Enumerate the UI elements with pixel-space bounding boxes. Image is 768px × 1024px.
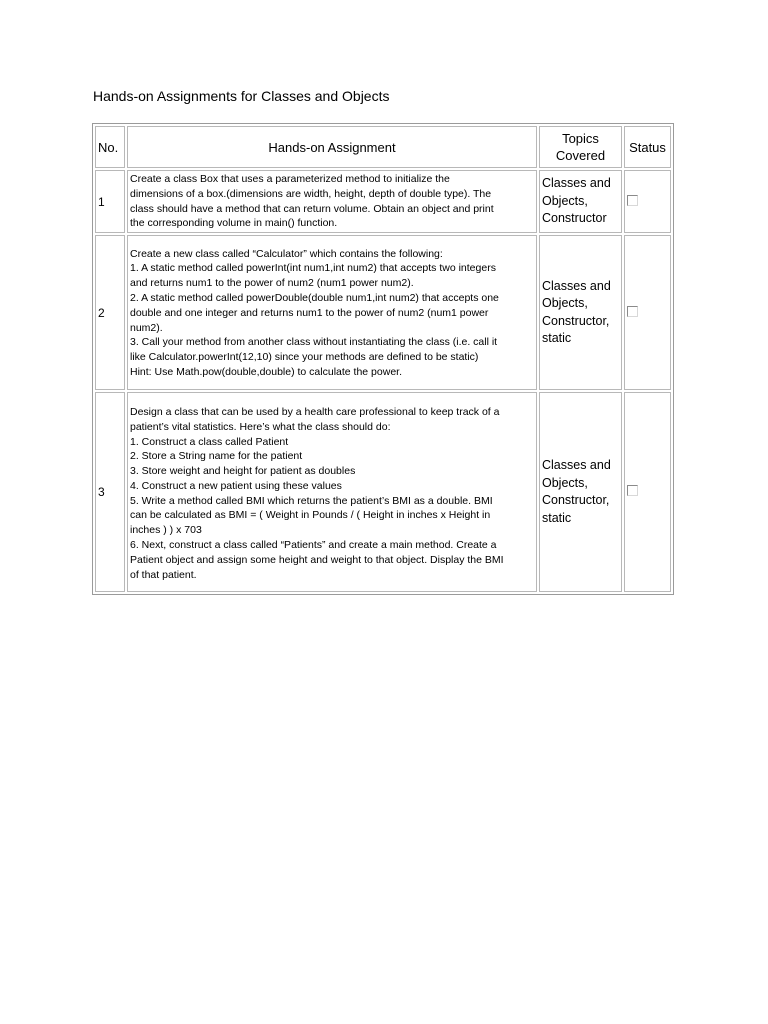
assignment-description — [127, 392, 537, 592]
description-line: 2. Store a String name for the patient — [130, 450, 303, 463]
description-line: Create a class Box that uses a parameterized method to initialize the — [130, 173, 450, 185]
description-line: 5. Write a method called BMI which returns the patient’s BMI as a double. BMI — [130, 494, 493, 507]
status-cell — [624, 235, 671, 390]
status-checkbox[interactable] — [627, 485, 638, 496]
topic-line: Objects, — [542, 193, 588, 208]
header-no: No. — [95, 126, 125, 168]
description-line: inches ) ) x 703 — [130, 524, 202, 537]
description-line: 3. Store weight and height for patient as doubles — [130, 465, 356, 478]
description-line: class should have a method that can return volume. Obtain an object and print — [130, 202, 494, 215]
description-line: Patient object and assign some height and weight to that object. Display the BMI — [130, 553, 504, 566]
assignment-description — [127, 235, 537, 390]
table-row — [95, 235, 671, 390]
topics-covered — [539, 235, 622, 390]
description-line: like Calculator.powerInt(12,10) since your methods are defined to be static) — [130, 351, 479, 364]
header-topics-line1: Topics — [562, 131, 599, 146]
header-topics-line2: Covered — [555, 148, 606, 163]
row-number: 3 — [95, 392, 125, 592]
table-header-row — [95, 126, 671, 168]
description-line: num2). — [130, 321, 163, 334]
description-line: Create a new class called “Calculator” which contains the following: — [130, 247, 443, 260]
topic-line: Constructor — [542, 211, 607, 226]
description-line: can be calculated as BMI = ( Weight in Pounds / ( Height in inches x Height in — [130, 509, 491, 522]
topic-line: static — [542, 510, 572, 525]
description-line: 1. Construct a class called Patient — [130, 435, 289, 448]
description-line: 3. Call your method from another class without instantiating the class (i.e. call it — [130, 336, 498, 349]
description-line: of that patient. — [130, 568, 197, 581]
table-row — [95, 392, 671, 592]
header-assignment: Hands-on Assignment — [127, 126, 537, 168]
row-number: 2 — [95, 235, 125, 390]
topics-covered — [539, 392, 622, 592]
table-row — [95, 170, 671, 233]
description-line: the corresponding volume in main() function. — [130, 217, 338, 230]
topic-line: Classes and — [542, 176, 611, 191]
description-line: and returns num1 to the power of num2 (num1 power num2). — [130, 277, 414, 290]
topic-line: Classes and — [542, 458, 611, 473]
status-cell — [624, 170, 671, 233]
topic-line: Constructor, — [542, 313, 610, 328]
description-line: double and one integer and returns num1 to the power of num2 (num1 power — [130, 306, 489, 319]
topic-line: Constructor, — [542, 493, 610, 508]
description-line: Design a class that can be used by a health care professional to keep track of a — [130, 405, 500, 418]
description-line: 6. Next, construct a class called “Patients” and create a main method. Create a — [130, 539, 497, 552]
topic-line: Classes and — [542, 278, 611, 293]
description-line: Hint: Use Math.pow(double,double) to calculate the power. — [130, 365, 402, 378]
header-status: Status — [624, 126, 671, 168]
topics-covered — [539, 170, 622, 233]
assignment-description — [127, 170, 537, 233]
description-line: 1. A static method called powerInt(int num1,int num2) that accepts two integers — [130, 262, 496, 275]
topic-line: Objects, — [542, 475, 588, 490]
topic-line: Objects, — [542, 296, 588, 311]
status-checkbox[interactable] — [627, 195, 638, 206]
header-topics — [539, 126, 622, 168]
description-line: patient’s vital statistics. Here’s what the class should do: — [130, 420, 391, 433]
description-line: 2. A static method called powerDouble(double num1,int num2) that accepts one — [130, 291, 499, 304]
description-line: 4. Construct a new patient using these values — [130, 479, 342, 492]
page-title: Hands-on Assignments for Classes and Objects — [93, 88, 390, 104]
assignments-table — [92, 123, 674, 595]
description-line: dimensions of a box.(dimensions are width, height, depth of double type). The — [130, 187, 492, 200]
status-checkbox[interactable] — [627, 306, 638, 317]
row-number: 1 — [95, 170, 125, 233]
status-cell — [624, 392, 671, 592]
topic-line: static — [542, 331, 572, 346]
